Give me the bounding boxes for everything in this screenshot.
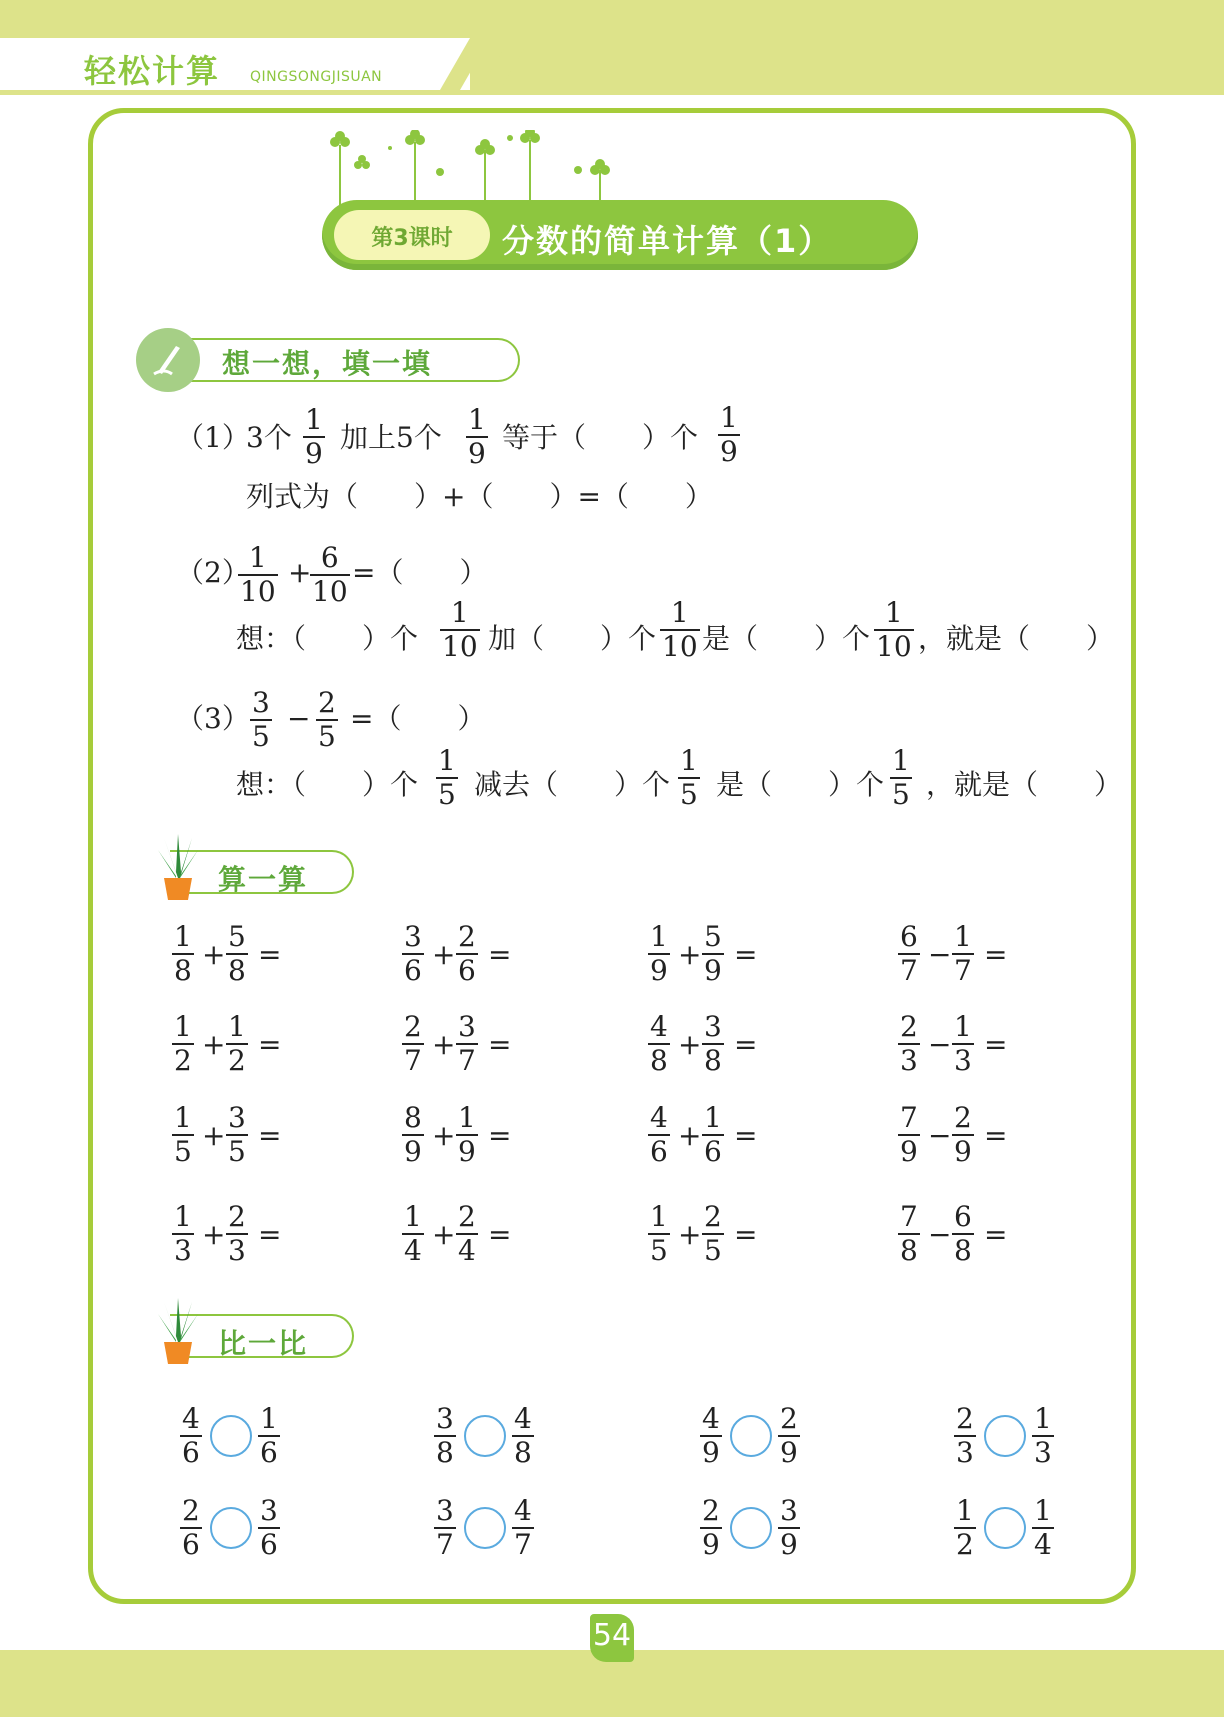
section-title-calculate: 算一算 (218, 863, 309, 896)
q1-text-b: 加上5个 (340, 421, 442, 454)
calc-fraction-left: 2 7 (404, 1010, 422, 1077)
compare-answer-circle[interactable] (210, 1507, 252, 1549)
plus-sign: + (678, 938, 702, 971)
calc-fraction-right: 3 8 (704, 1010, 722, 1077)
compare-fraction-right: 1 6 (260, 1402, 278, 1469)
minus-sign: − (928, 938, 952, 971)
q3-equals-blank: =（ ） (350, 702, 486, 735)
page-number: 54 (592, 1618, 632, 1653)
calc-fraction-left: 8 9 (404, 1101, 422, 1168)
calc-fraction-right: 1 6 (704, 1101, 722, 1168)
calc-fraction-left: 1 2 (174, 1010, 192, 1077)
q3-fraction-c: 1 5 (438, 744, 456, 811)
calc-fraction-right: 5 9 (704, 920, 722, 987)
calc-fraction-right: 1 3 (954, 1010, 972, 1077)
plus-sign: + (432, 938, 456, 971)
equals-sign: = (488, 1218, 512, 1251)
equals-sign: = (488, 1119, 512, 1152)
compare-fraction-left: 2 6 (182, 1494, 200, 1561)
equals-sign: = (734, 1218, 758, 1251)
q1-fraction-a: 1 9 (305, 403, 323, 470)
q2-think-c: 是（ ）个 (702, 622, 871, 655)
q3-think-a: 想：（ ）个 (236, 768, 419, 801)
compare-fraction-right: 1 3 (1034, 1402, 1052, 1469)
q2-think-d: ，就是（ ） (918, 622, 1115, 655)
q3-minus: − (287, 702, 311, 735)
equals-sign: = (984, 1119, 1008, 1152)
section-title-compare: 比一比 (218, 1327, 309, 1360)
compare-answer-circle[interactable] (464, 1507, 506, 1549)
potted-plant-icon (154, 1296, 202, 1366)
plus-sign: + (678, 1119, 702, 1152)
q2-fraction-e: 1 10 (876, 596, 912, 663)
calc-fraction-right: 2 5 (704, 1200, 722, 1267)
q1-fraction-b: 1 9 (468, 403, 486, 470)
calc-fraction-right: 6 8 (954, 1200, 972, 1267)
header-stripes (410, 38, 610, 90)
q3-think-c: 是（ ）个 (716, 768, 885, 801)
compare-answer-circle[interactable] (984, 1415, 1026, 1457)
compare-answer-circle[interactable] (464, 1415, 506, 1457)
calc-fraction-left: 1 4 (404, 1200, 422, 1267)
compare-fraction-left: 2 9 (702, 1494, 720, 1561)
q2-fraction-b: 6 10 (312, 541, 348, 608)
calc-fraction-left: 7 8 (900, 1200, 918, 1267)
compare-fraction-right: 3 9 (780, 1494, 798, 1561)
q1-text-a: 3个 (246, 421, 292, 454)
q1-fraction-c: 1 9 (720, 401, 738, 468)
lesson-title: 分数的简单计算（1） (502, 222, 833, 260)
calc-fraction-right: 2 6 (458, 920, 476, 987)
equals-sign: = (984, 1028, 1008, 1061)
q1-text-c: 等于（ ）个 (502, 421, 699, 454)
compare-fraction-right: 2 9 (780, 1402, 798, 1469)
q2-label: （2） (176, 556, 250, 589)
q2-fraction-d: 1 10 (662, 596, 698, 663)
equals-sign: = (258, 1119, 282, 1152)
q3-label: （3） (176, 702, 250, 735)
q3-fraction-d: 1 5 (680, 744, 698, 811)
header-white-strip (0, 38, 470, 90)
equals-sign: = (488, 938, 512, 971)
calc-fraction-left: 1 3 (174, 1200, 192, 1267)
compare-fraction-right: 4 8 (514, 1402, 532, 1469)
equals-sign: = (984, 938, 1008, 971)
compare-fraction-left: 2 3 (956, 1402, 974, 1469)
q2-fraction-c: 1 10 (442, 596, 478, 663)
plus-sign: + (678, 1218, 702, 1251)
calc-fraction-right: 2 9 (954, 1101, 972, 1168)
calc-fraction-right: 2 3 (228, 1200, 246, 1267)
equals-sign: = (734, 938, 758, 971)
lesson-number: 第3课时 (371, 226, 453, 251)
equals-sign: = (258, 938, 282, 971)
section-title-think-fill: 想一想，填一填 (222, 347, 433, 380)
q1-equation-line: 列式为（ ）+（ ）=（ ） (246, 480, 713, 513)
calc-fraction-right: 1 9 (458, 1101, 476, 1168)
calc-fraction-right: 1 7 (954, 920, 972, 987)
pen-hand-icon (136, 328, 200, 392)
q2-fraction-a: 1 10 (240, 541, 276, 608)
calc-fraction-left: 3 6 (404, 920, 422, 987)
equals-sign: = (984, 1218, 1008, 1251)
calc-fraction-left: 1 5 (650, 1200, 668, 1267)
compare-fraction-left: 4 6 (182, 1402, 200, 1469)
q3-fraction-e: 1 5 (892, 744, 910, 811)
q2-think-a: 想：（ ）个 (236, 622, 419, 655)
brand-title: 轻松计算 (84, 52, 221, 90)
q3-think-d: ，就是（ ） (926, 768, 1123, 801)
equals-sign: = (488, 1028, 512, 1061)
calc-fraction-left: 2 3 (900, 1010, 918, 1077)
q1-label: （1） (176, 421, 250, 454)
compare-answer-circle[interactable] (210, 1415, 252, 1457)
equals-sign: = (258, 1218, 282, 1251)
q2-equals-blank: =（ ） (352, 556, 488, 589)
calc-fraction-right: 3 7 (458, 1010, 476, 1077)
calc-fraction-left: 6 7 (900, 920, 918, 987)
plus-sign: + (202, 938, 226, 971)
calc-fraction-left: 4 8 (650, 1010, 668, 1077)
calc-fraction-right: 1 2 (228, 1010, 246, 1077)
plus-sign: + (678, 1028, 702, 1061)
minus-sign: − (928, 1028, 952, 1061)
plus-sign: + (432, 1218, 456, 1251)
calc-fraction-left: 1 8 (174, 920, 192, 987)
calc-fraction-left: 1 5 (174, 1101, 192, 1168)
compare-fraction-left: 1 2 (956, 1494, 974, 1561)
calc-fraction-right: 5 8 (228, 920, 246, 987)
plus-sign: + (432, 1028, 456, 1061)
calc-fraction-left: 7 9 (900, 1101, 918, 1168)
compare-fraction-left: 3 7 (436, 1494, 454, 1561)
q2-plus: + (288, 556, 312, 589)
brand-subtitle: QINGSONGJISUAN (250, 69, 383, 85)
equals-sign: = (258, 1028, 282, 1061)
q3-fraction-a: 3 5 (252, 686, 270, 753)
compare-fraction-left: 4 9 (702, 1402, 720, 1469)
plus-sign: + (202, 1218, 226, 1251)
calc-fraction-left: 1 9 (650, 920, 668, 987)
potted-plant-icon (154, 832, 202, 902)
q3-fraction-b: 2 5 (318, 686, 336, 753)
compare-fraction-left: 3 8 (436, 1402, 454, 1469)
equals-sign: = (734, 1028, 758, 1061)
minus-sign: − (928, 1218, 952, 1251)
plus-sign: + (432, 1119, 456, 1152)
compare-fraction-right: 3 6 (260, 1494, 278, 1561)
calc-fraction-right: 2 4 (458, 1200, 476, 1267)
compare-answer-circle[interactable] (730, 1507, 772, 1549)
plus-sign: + (202, 1028, 226, 1061)
compare-fraction-right: 4 7 (514, 1494, 532, 1561)
compare-answer-circle[interactable] (730, 1415, 772, 1457)
minus-sign: − (928, 1119, 952, 1152)
compare-answer-circle[interactable] (984, 1507, 1026, 1549)
q2-think-b: 加（ ）个 (488, 622, 657, 655)
calc-fraction-right: 3 5 (228, 1101, 246, 1168)
plus-sign: + (202, 1119, 226, 1152)
clover-decoration-icon (320, 130, 620, 210)
q3-think-b: 减去（ ）个 (474, 768, 671, 801)
equals-sign: = (734, 1119, 758, 1152)
compare-fraction-right: 1 4 (1034, 1494, 1052, 1561)
calc-fraction-left: 4 6 (650, 1101, 668, 1168)
